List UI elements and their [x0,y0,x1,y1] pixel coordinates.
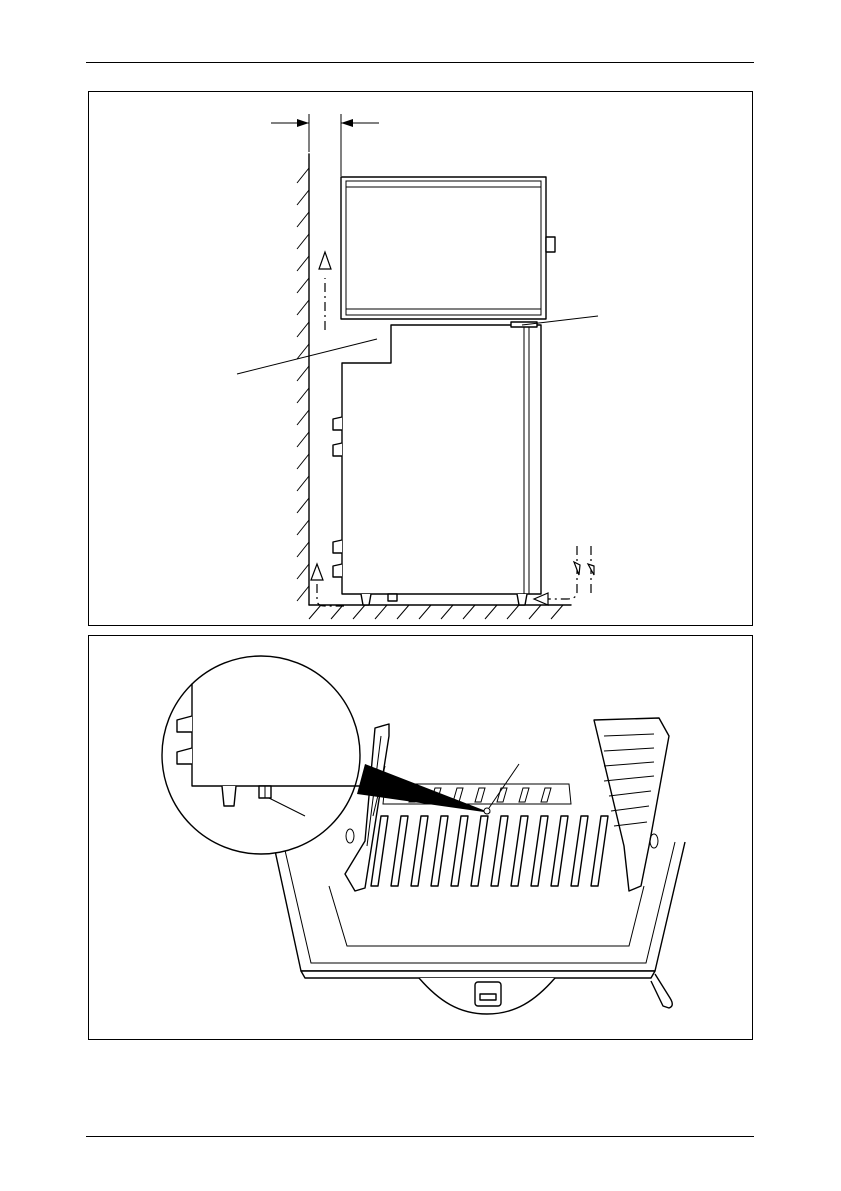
header-rule [86,62,754,63]
combi-steamer-icon [341,177,555,319]
clearance-dimension-arrows [271,114,379,176]
wall-hatching [297,168,309,601]
figure-bottom-panel [88,635,753,1040]
installation-side-view [89,92,752,625]
magnifier-detail-circle [162,656,360,854]
cabinet-detail-view [89,636,752,1039]
figure-top-panel [88,91,753,626]
base-cabinet-icon [333,322,541,605]
floor-hatching [309,605,563,619]
footer-rule [86,1136,754,1137]
leader-line-grid-marker [489,764,519,808]
